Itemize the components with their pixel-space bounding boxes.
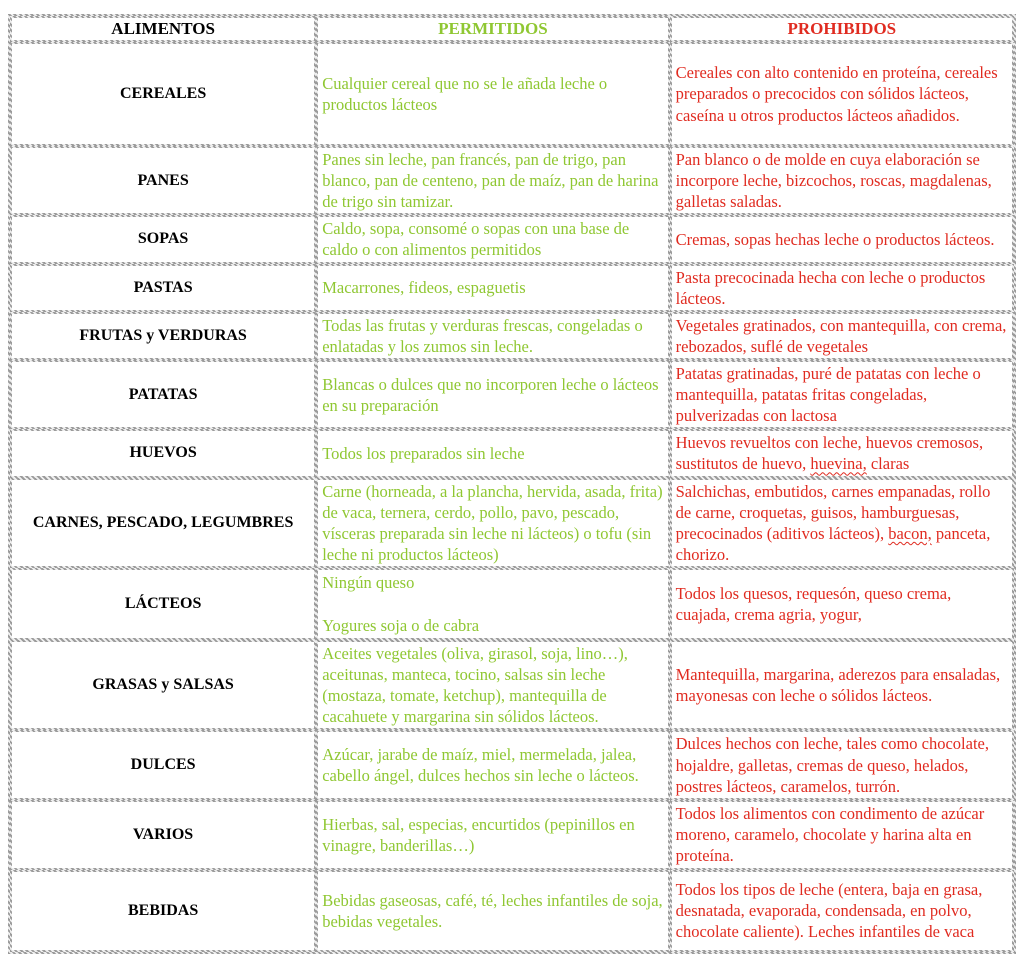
table-row-varios: [10, 800, 1014, 870]
table-row-cereales: [10, 42, 1014, 146]
prohibited-cell: Pan blanco o de molde en cuya elaboración se incorpore leche, bizcochos, roscas, magdalenas, galletas saladas.: [670, 146, 1014, 215]
food-category: SOPAS: [10, 215, 316, 263]
table-row-frutas-verduras: [10, 312, 1014, 360]
header-row: [10, 16, 1014, 42]
prohibited-cell: Mantequilla, margarina, aderezos para ensaladas, mayonesas con leche o sólidos lácteos.: [670, 640, 1014, 730]
diet-table: [10, 16, 1014, 952]
spellcheck-wavy-word: bacon,: [888, 523, 932, 543]
prohibited-text: claras: [866, 454, 910, 474]
table-row-lacteos: [10, 568, 1014, 640]
prohibited-text: Salchichas, embutidos, carnes empanadas, rollo de carne, croquetas, guisos, hamburguesas, precocinados (aditivos lácteos),: [675, 481, 991, 543]
food-category: PANES: [10, 146, 316, 215]
table-row-grasas-salsas: [10, 640, 1014, 730]
prohibited-cell: Pasta precocinada hecha con leche o productos lácteos.: [670, 264, 1014, 312]
prohibited-cell: Dulces hechos con leche, tales como chocolate, hojaldre, galletas, cremas de queso, helados, postres lácteos, caramelos, turrón.: [670, 730, 1014, 799]
permitted-cell: [316, 568, 669, 640]
permitted-cell: Panes sin leche, pan francés, pan de trigo, pan blanco, pan de centeno, pan de maíz, pan de harina de trigo sin tamizar.: [316, 146, 669, 215]
food-category: HUEVOS: [10, 429, 316, 477]
permitted-cell: Todas las frutas y verduras frescas, congeladas o enlatadas y los zumos sin leche.: [316, 312, 669, 360]
table-row-sopas: [10, 215, 1014, 263]
food-category: FRUTAS y VERDURAS: [10, 312, 316, 360]
column-header-alimentos: ALIMENTOS: [10, 16, 316, 42]
prohibited-text: Huevos revueltos con leche, huevos cremosos, sustitutos de huevo,: [675, 433, 984, 474]
prohibited-cell: [670, 429, 1014, 477]
prohibited-cell: Vegetales gratinados, con mantequilla, con crema, rebozados, suflé de vegetales: [670, 312, 1014, 360]
prohibited-cell: Todos los alimentos con condimento de azúcar moreno, caramelo, chocolate y harina alta en proteína.: [670, 800, 1014, 870]
table-row-patatas: [10, 360, 1014, 429]
food-category: VARIOS: [10, 800, 316, 870]
permitted-cell: Macarrones, fideos, espaguetis: [316, 264, 669, 312]
table-row-carnes-pescado-legumbres: [10, 478, 1014, 568]
prohibited-cell: Cremas, sopas hechas leche o productos lácteos.: [670, 215, 1014, 263]
column-header-prohibidos: PROHIBIDOS: [670, 16, 1014, 42]
prohibited-cell: Todos los tipos de leche (entera, baja en grasa, desnatada, evaporada, condensada, en polvo, chocolate caliente). Leches infantiles de vaca: [670, 870, 1014, 952]
table-row-bebidas: [10, 870, 1014, 952]
table-row-huevos: [10, 429, 1014, 477]
prohibited-cell: Cereales con alto contenido en proteína, cereales preparados o precocidos con sólidos lácteos, caseína u otros productos lácteos añadidos.: [670, 42, 1014, 146]
prohibited-text: panceta, chorizo.: [675, 523, 991, 564]
food-category: CARNES, PESCADO, LEGUMBRES: [10, 478, 316, 568]
prohibited-cell: Patatas gratinadas, puré de patatas con leche o mantequilla, patatas fritas congeladas, pulverizadas con lactosa: [670, 360, 1014, 429]
permitted-cell: Caldo, sopa, consomé o sopas con una base de caldo o con alimentos permitidos: [316, 215, 669, 263]
prohibited-cell: Todos los quesos, requesón, queso crema, cuajada, crema agria, yogur,: [670, 568, 1014, 640]
food-category: PATATAS: [10, 360, 316, 429]
food-category: CEREALES: [10, 42, 316, 146]
permitted-cell: Cualquier cereal que no se le añada leche o productos lácteos: [316, 42, 669, 146]
permitted-line: Ningún queso: [322, 572, 415, 592]
table-row-pastas: [10, 264, 1014, 312]
food-category: DULCES: [10, 730, 316, 799]
food-category: BEBIDAS: [10, 870, 316, 952]
permitted-cell: Azúcar, jarabe de maíz, miel, mermelada, jalea, cabello ángel, dulces hechos sin leche o lácteos.: [316, 730, 669, 799]
diet-table-border: [8, 14, 1016, 954]
spellcheck-wavy-word: huevina,: [810, 454, 867, 474]
permitted-cell: Todos los preparados sin leche: [316, 429, 669, 477]
permitted-cell: Bebidas gaseosas, café, té, leches infantiles de soja, bebidas vegetales.: [316, 870, 669, 952]
table-row-dulces: [10, 730, 1014, 799]
permitted-multiline: [322, 572, 663, 636]
column-header-permitidos: PERMITIDOS: [316, 16, 669, 42]
permitted-cell: Blancas o dulces que no incorporen leche o lácteos en su preparación: [316, 360, 669, 429]
food-category: GRASAS y SALSAS: [10, 640, 316, 730]
table-row-panes: [10, 146, 1014, 215]
prohibited-cell: [670, 478, 1014, 568]
permitted-line: Yogures soja o de cabra: [322, 615, 480, 635]
food-category: PASTAS: [10, 264, 316, 312]
permitted-cell: Aceites vegetales (oliva, girasol, soja, lino…), aceitunas, manteca, tocino, salsas sin leche (mostaza, tomate, ketchup), mantequilla de cacahuete y margarina sin sólidos lácteos.: [316, 640, 669, 730]
permitted-cell: Carne (horneada, a la plancha, hervida, asada, frita) de vaca, ternera, cerdo, pollo, pavo, pescado, vísceras preparada sin leche ni lácteos) o tofu (sin leche ni productos lácteos): [316, 478, 669, 568]
food-category: LÁCTEOS: [10, 568, 316, 640]
permitted-cell: Hierbas, sal, especias, encurtidos (pepinillos en vinagre, banderillas…): [316, 800, 669, 870]
